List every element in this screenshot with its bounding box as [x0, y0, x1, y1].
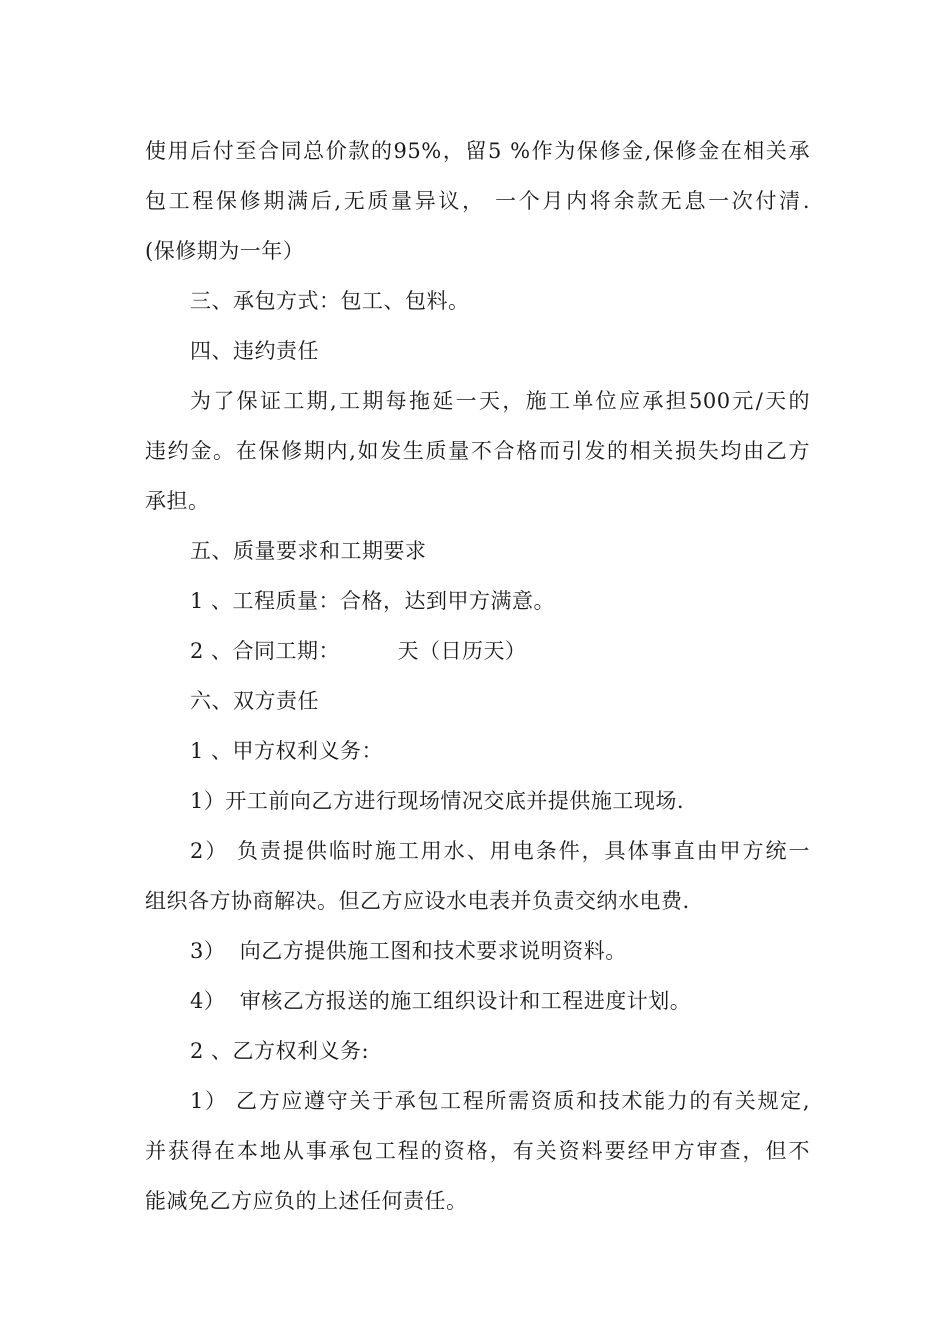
text-line: 包工程保修期满后,无质量异议， 一个月内将余款无息一次付清. [145, 189, 810, 213]
list-item: 4） 审核乙方报送的施工组织设计和工程进度计划。 [190, 989, 692, 1013]
section-heading: 六、双方责任 [190, 689, 319, 713]
text-line: 能减免乙方应负的上述任何责任。 [145, 1189, 468, 1213]
section-heading: 三、承包方式：包工、包料。 [190, 289, 470, 313]
text-line: 违约金。在保修期内,如发生质量不合格而引发的相关损失均由乙方 [145, 439, 810, 463]
text-line: 承担。 [145, 489, 210, 513]
list-item: 1）开工前向乙方进行现场情况交底并提供施工现场. [190, 789, 685, 813]
list-item: 1 、甲方权利义务： [190, 739, 384, 763]
text-line: (保修期为一年） [145, 239, 305, 263]
text-line: 并获得在本地从事承包工程的资格，有关资料要经甲方审查，但不 [145, 1139, 810, 1163]
text-line: 为了保证工期,工期每拖延一天，施工单位应承担500元/天的 [190, 389, 810, 413]
list-item: 1 、工程质量：合格，达到甲方满意。 [190, 589, 556, 613]
list-item: 1） 乙方应遵守关于承包工程所需资质和技术能力的有关规定, [190, 1089, 810, 1113]
text-line: 使用后付至合同总价款的95%，留5 %作为保修金,保修金在相关承 [145, 139, 810, 163]
list-item: 3） 向乙方提供施工图和技术要求说明资料。 [190, 939, 627, 963]
list-item: 2） 负责提供临时施工用水、用电条件，具体事直由甲方统一 [190, 839, 810, 863]
section-heading: 四、违约责任 [190, 339, 319, 363]
text-line: 组织各方协商解决。但乙方应设水电表并负责交纳水电费. [145, 889, 690, 913]
section-heading: 五、质量要求和工期要求 [190, 539, 427, 563]
list-item: 2 、乙方权利义务: [190, 1039, 370, 1063]
list-item: 2 、合同工期： 天（日历天） [190, 639, 527, 663]
